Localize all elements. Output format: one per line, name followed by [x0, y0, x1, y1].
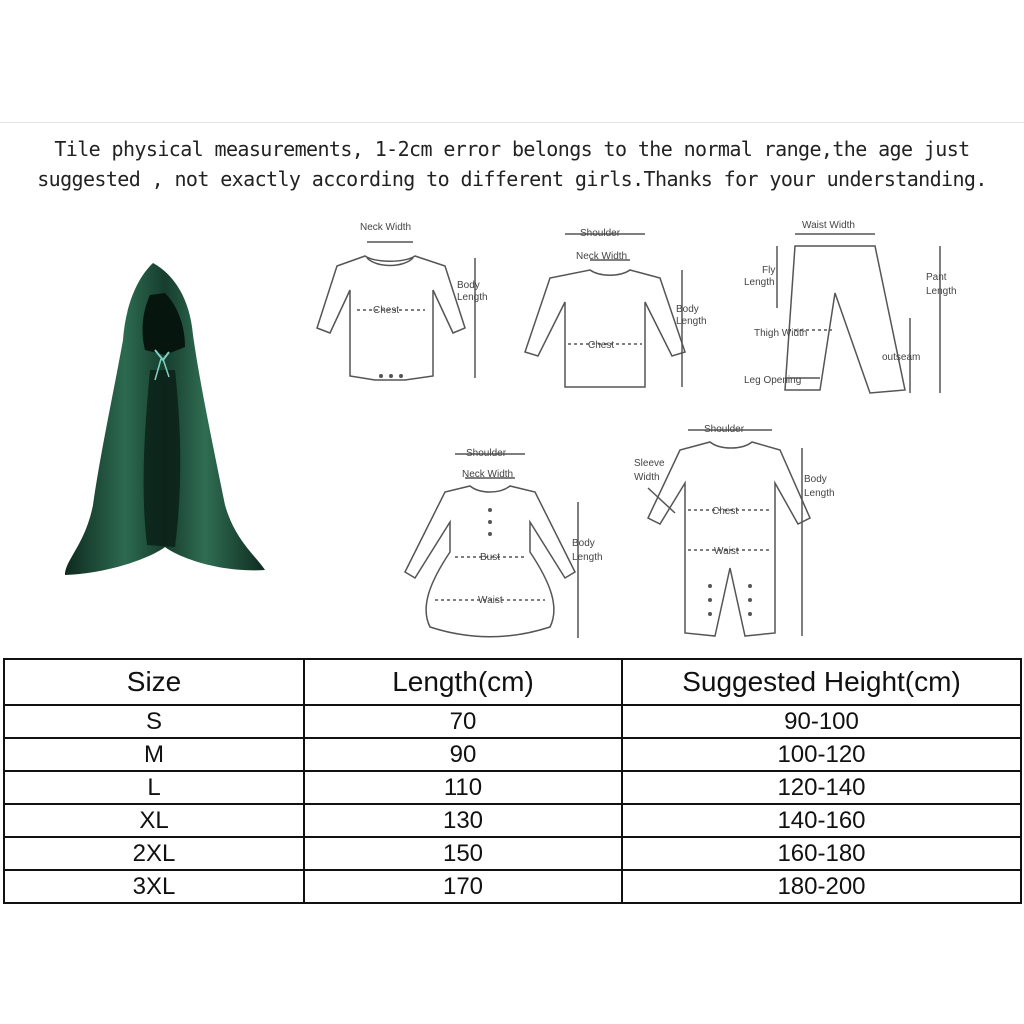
label-thigh-width: Thigh Width: [754, 328, 808, 339]
cell-height: 160-180: [622, 837, 1021, 870]
label-neck-width: Neck Width: [462, 469, 514, 480]
label-waist: Waist: [478, 595, 503, 606]
cell-size: XL: [4, 804, 304, 837]
cell-height: 100-120: [622, 738, 1021, 771]
label-neck-width: Neck Width: [576, 251, 628, 262]
label-chest: Chest: [712, 506, 739, 517]
top-diagram: [520, 222, 720, 397]
label-bust: Bust: [480, 552, 501, 563]
label-body-length-2: Length: [676, 316, 707, 327]
cell-height: 90-100: [622, 705, 1021, 738]
header-suggested-height: Suggested Height(cm): [622, 659, 1021, 705]
label-waist-width: Waist Width: [802, 220, 855, 231]
header-length: Length(cm): [304, 659, 622, 705]
pants-diagram: [740, 218, 970, 413]
label-leg-opening: Leg Opening: [744, 375, 802, 386]
cell-height: 120-140: [622, 771, 1021, 804]
cell-length: 110: [304, 771, 622, 804]
notice-line-1: Tile physical measurements, 1-2cm error belongs to the normal range,the age just: [54, 137, 970, 161]
table-row: [4, 804, 1021, 837]
table-row: [4, 870, 1021, 903]
header-size: Size: [4, 659, 304, 705]
table-row: [4, 771, 1021, 804]
cell-length: 90: [304, 738, 622, 771]
label-neck-width: Neck Width: [360, 222, 412, 233]
cell-height: 180-200: [622, 870, 1021, 903]
cell-height: 140-160: [622, 804, 1021, 837]
cell-size: 3XL: [4, 870, 304, 903]
label-pant-length-2: Length: [926, 286, 957, 297]
table-header-row: [4, 659, 1021, 705]
label-body-length-2: Length: [804, 488, 835, 499]
label-fly-2: Length: [744, 277, 775, 288]
dress-diagram: [400, 442, 620, 647]
notice-line-2: suggested , not exactly according to different girls.Thanks for your understanding.: [37, 167, 987, 191]
label-body-length-1: Body: [457, 280, 480, 291]
label-chest: Chest: [373, 305, 400, 316]
label-body-length-2: Length: [572, 552, 603, 563]
cell-size: 2XL: [4, 837, 304, 870]
label-waist: Waist: [714, 546, 739, 557]
label-pant-length-1: Pant: [926, 272, 947, 283]
table-row: [4, 837, 1021, 870]
label-shoulder: Shoulder: [580, 228, 621, 239]
cell-size: M: [4, 738, 304, 771]
label-sleeve-2: Width: [634, 472, 660, 483]
label-chest: Chest: [588, 340, 615, 351]
cell-size: S: [4, 705, 304, 738]
measurement-notice: [0, 134, 1024, 194]
label-fly-1: Fly: [762, 265, 776, 276]
size-table: [3, 658, 1022, 904]
hooded-cloak-icon: [55, 255, 275, 590]
cell-size: L: [4, 771, 304, 804]
label-shoulder: Shoulder: [466, 448, 507, 459]
label-body-length-1: Body: [676, 304, 699, 315]
cell-length: 70: [304, 705, 622, 738]
label-body-length-1: Body: [572, 538, 595, 549]
label-sleeve-1: Sleeve: [634, 458, 665, 469]
divider: [0, 122, 1024, 123]
bodysuit-diagram: [305, 218, 505, 393]
label-body-length-1: Body: [804, 474, 827, 485]
label-body-length-2: Length: [457, 292, 488, 303]
cell-length: 170: [304, 870, 622, 903]
label-outseam: outseam: [882, 352, 921, 363]
label-shoulder: Shoulder: [704, 424, 745, 435]
cell-length: 150: [304, 837, 622, 870]
romper-diagram: [630, 418, 850, 648]
table-row: [4, 738, 1021, 771]
cell-length: 130: [304, 804, 622, 837]
table-row: [4, 705, 1021, 738]
